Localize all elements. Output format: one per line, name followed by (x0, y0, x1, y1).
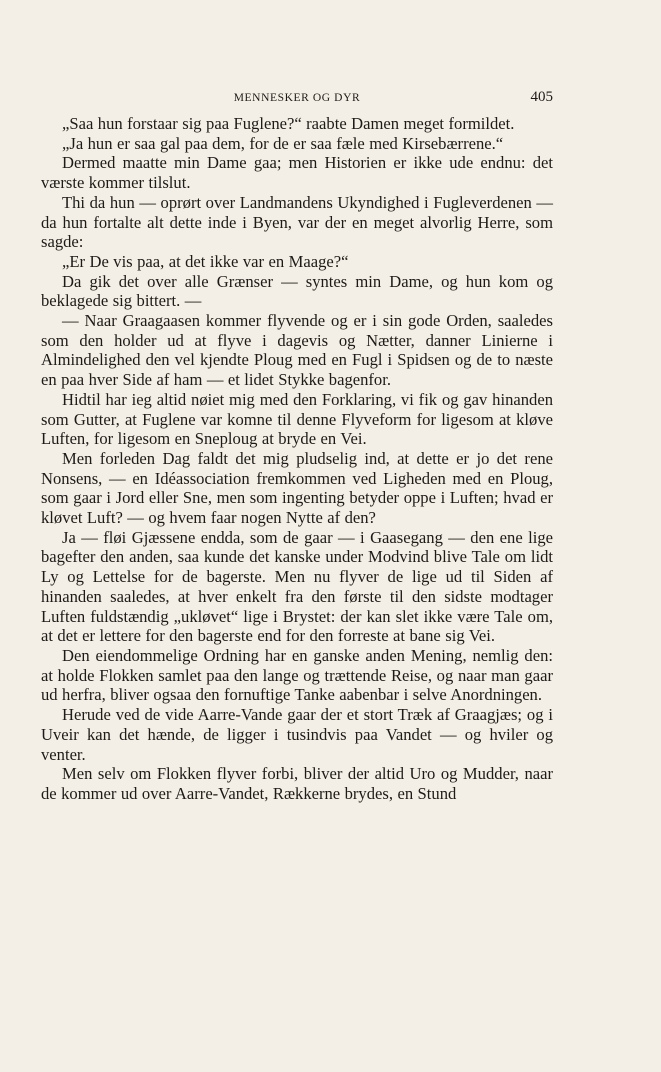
paragraph: Hidtil har ieg altid nøiet mig med den Forklaring, vi fik og gav hinanden som Gutter, at Fuglene var komne til denne Flyveform for ligesom at kløve Luften, for ligesom en Sneploug at bryde en Vei. (41, 389, 553, 449)
paragraph: Da gik det over alle Grænser — syntes min Dame, og hun kom og beklagede sig bittert. — (41, 271, 553, 311)
body-text (41, 114, 553, 804)
page-number: 405 (530, 89, 553, 105)
paragraph: „Ja hun er saa gal paa dem, for de er saa fæle med Kirsebærrene.“ (62, 133, 504, 153)
paragraph: Herude ved de vide Aarre-Vande gaar der et stort Træk af Graagjæs; og i Uveir kan det hænde, de ligger i tusindvis paa Vandet — og hviler og venter. (41, 705, 553, 764)
book-page (41, 88, 553, 804)
paragraph: Men forleden Dag faldt det mig pludselig ind, at dette er jo det rene Nonsens, — en Idéassociation fremkommen ved Ligheden med en Ploug, som gaar i Jord eller Sne, men som ingenting betyder oppe i Luften; hvad er kløvet Luft? — og hvem faar nogen Nytte af den? (41, 448, 553, 528)
running-head (41, 88, 553, 114)
paragraph: Ja — fløi Gjæssene endda, som de gaar — i Gaasegang — den ene lige bagefter den anden, saa kunde det kanske under Modvind blive Tale om lidt Ly og Lettelse for de bagerste. Men nu flyver de lige ud til Siden af hinanden saaledes, at hver enkelt fra den første til den sidste modtager Luften fuldstændig „ukløvet“ lige i Brystet: der kan slet ikke være Tale om, at det er lettere for den bagerste end for den forreste at bane sig Vei. (41, 527, 553, 646)
paragraph: „Er De vis paa, at det ikke var en Maage?“ (62, 251, 349, 271)
paragraph: Dermed maatte min Dame gaa; men Historien er ikke ude endnu: det værste kommer tilslut. (41, 153, 553, 193)
paragraph: Thi da hun — oprørt over Landmandens Ukyndighed i Fugleverdenen — da hun fortalte alt dette inde i Byen, var der en meget alvorlig Herre, som sagde: (41, 192, 553, 252)
paragraph: „Saa hun forstaar sig paa Fuglene?“ raabte Damen meget formildet. (62, 114, 515, 133)
paragraph: — Naar Graagaasen kommer flyvende og er i sin gode Orden, saaledes som den holder ud at flyve i dagevis og Nætter, danner Linierne i Almindelighed den vel kjendte Ploug med en Fugl i Spidsen og de to næste en paa hver Side af ham — et lidet Stykke bagenfor. (41, 311, 553, 390)
running-title: MENNESKER OG DYR (233, 92, 361, 104)
paragraph: Men selv om Flokken flyver forbi, bliver der altid Uro og Mudder, naar de kommer ud over Aarre-Vandet, Rækkerne brydes, en Stund (41, 764, 553, 803)
paragraph: Den eiendommelige Ordning har en ganske anden Mening, nemlig den: at holde Flokken samlet paa den lange og trættende Reise, og naar man gaar ud herfra, bliver ogsaa den fornuftige Tanke aabenbar i selve Anordningen. (41, 645, 553, 705)
